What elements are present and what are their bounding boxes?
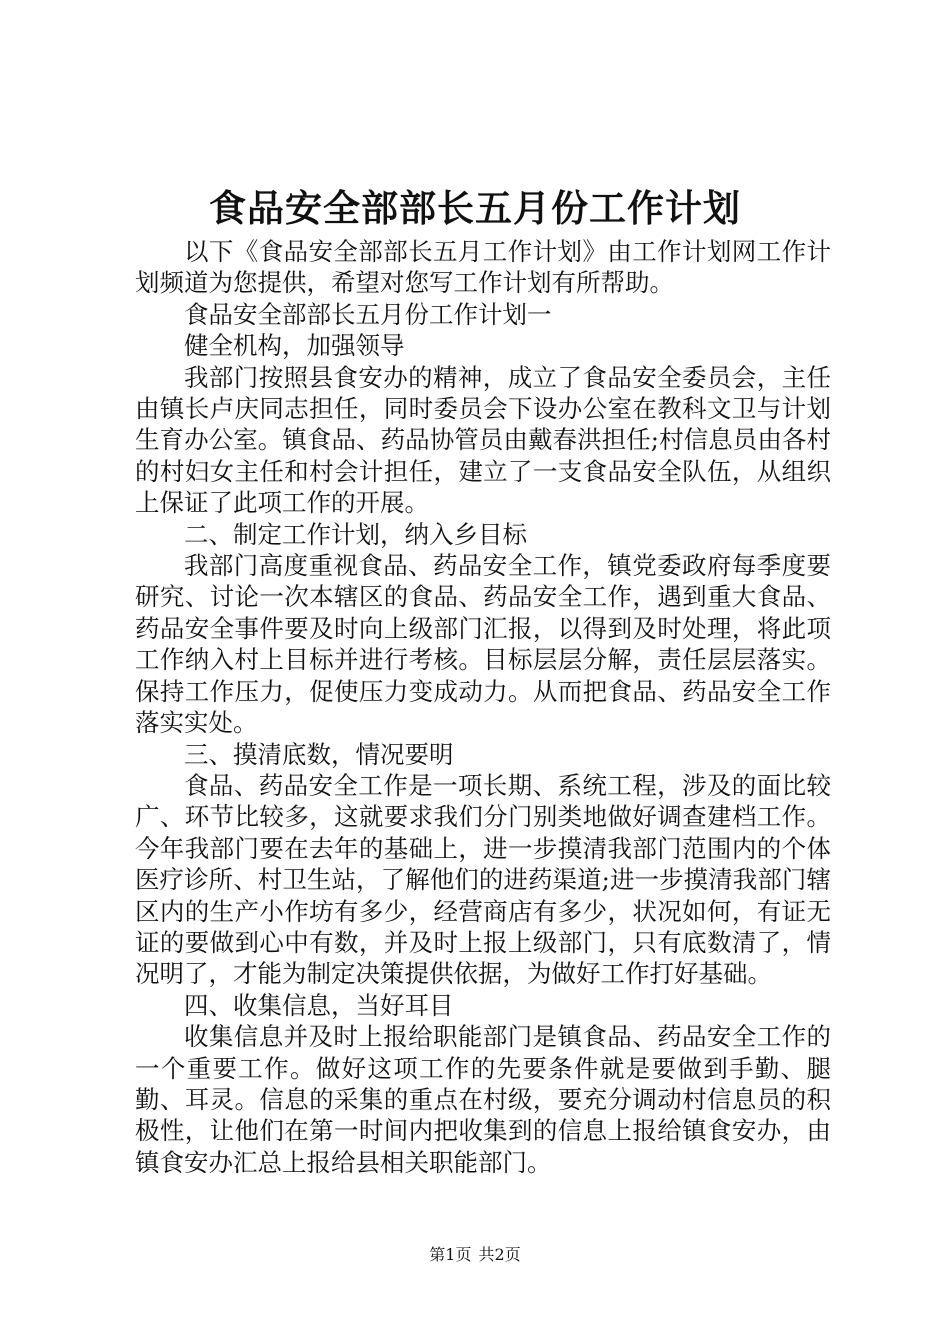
paragraph-intro: 以下《食品安全部部长五月工作计划》由工作计划网工作计划频道为您提供，希望对您写工作计划有所帮助。	[135, 237, 831, 298]
page-footer	[0, 1244, 950, 1266]
section-heading-1: 健全机构，加强领导	[184, 331, 405, 361]
paragraph-section-4: 收集信息并及时上报给职能部门是镇食品、药品安全工作的一个重要工作。做好这项工作的先要条件就是要做到手勤、腿勤、耳灵。信息的采集的重点在村级，要充分调动村信息员的积极性，让他们在第一时间内把收集到的信息上报给镇食安办，由镇食安办汇总上报给县相关职能部门。	[135, 1022, 831, 1177]
page-number: 第1页	[429, 1245, 472, 1264]
paragraph-section-1: 我部门按照县食安办的精神，成立了食品安全委员会，主任由镇长卢庆同志担任，同时委员会下设办公室在教科文卫与计划生育办公室。镇食品、药品协管员由戴春洪担任;村信息员由各村的村妇女主任和村会计担任，建立了一支食品安全队伍，从组织上保证了此项工作的开展。	[135, 362, 831, 518]
paragraph-section-2: 我部门高度重视食品、药品安全工作，镇党委政府每季度要研究、讨论一次本辖区的食品、药品安全工作，遇到重大食品、药品安全事件要及时向上级部门汇报，以得到及时处理，将此项工作纳入村上目标并进行考核。目标层层分解，责任层层落实。保持工作压力，促使压力变成动力。从而把食品、药品安全工作落实实处。	[135, 551, 831, 738]
paragraph-plan-heading: 食品安全部部长五月份工作计划一	[184, 299, 552, 329]
paragraph-section-3: 食品、药品安全工作是一项长期、系统工程，涉及的面比较广、环节比较多，这就要求我们分门别类地做好调查建档工作。今年我部门要在去年的基础上，进一步摸清我部门范围内的个体医疗诊所、村卫生站，了解他们的进药渠道;进一步摸清我部门辖区内的生产小作坊有多少，经营商店有多少，状况如何，有证无证的要做到心中有数，并及时上报上级部门，只有底数清了，情况明了，才能为制定决策提供依据，为做好工作打好基础。	[135, 770, 831, 989]
document-title: 食品安全部部长五月份工作计划	[209, 186, 741, 230]
page-total: 共2页	[478, 1245, 521, 1264]
section-heading-2: 二、制定工作计划，纳入乡目标	[184, 519, 527, 549]
section-heading-4: 四、收集信息，当好耳目	[184, 990, 454, 1020]
section-heading-3: 三、摸清底数，情况要明	[184, 739, 454, 769]
document-body	[135, 236, 831, 1178]
